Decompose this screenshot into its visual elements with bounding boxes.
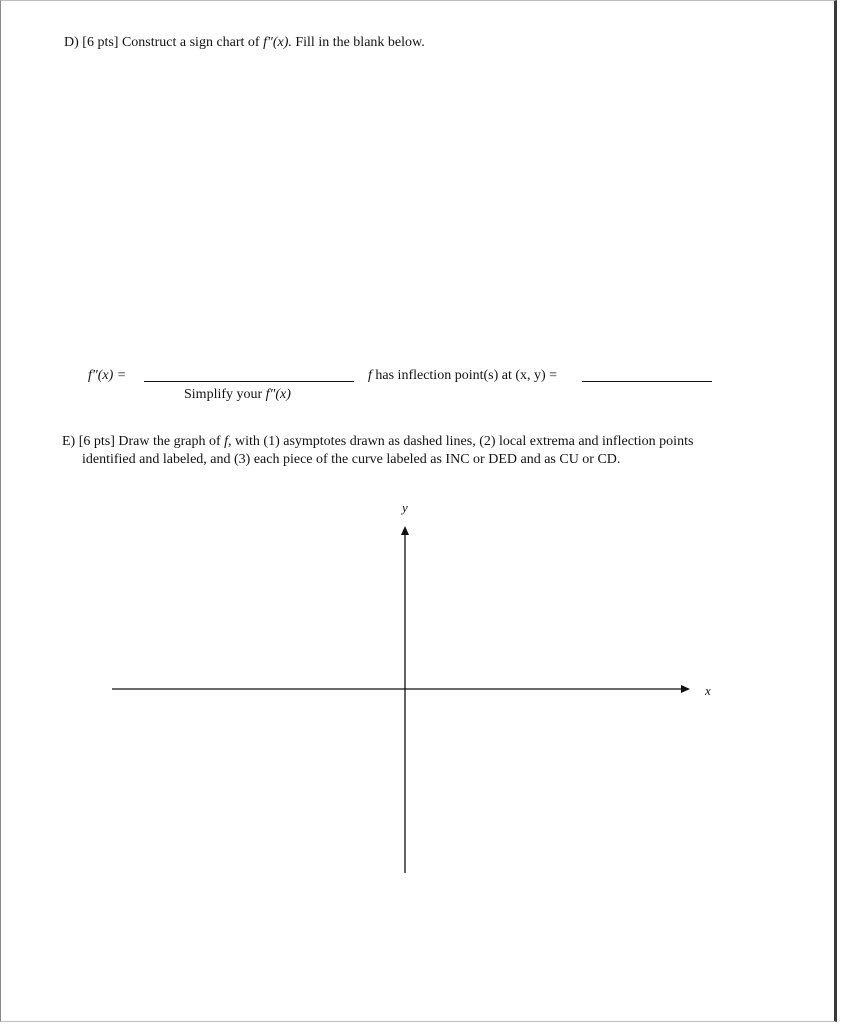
inflection-label-text: has inflection point(s) at (x, y) = <box>375 368 558 383</box>
y-axis-label: y <box>402 500 408 515</box>
x-axis-arrowhead <box>681 685 690 693</box>
question-e-text-end: with (1) asymptotes drawn as dashed lines, (2) local extrema and inflection points <box>235 434 694 449</box>
question-d-function: f″(x). <box>263 35 292 50</box>
question-e-prompt-line2: identified and labeled, and (3) each piece of the curve labeled as INC or DED and as CU or CD. <box>82 452 621 467</box>
question-d-letter: D) <box>64 35 79 50</box>
simplify-hint-text: Simplify your <box>184 387 263 402</box>
question-e-function: f, <box>224 434 232 449</box>
question-d-points: [6 pts] <box>82 35 119 50</box>
question-e-letter: E) <box>62 434 76 449</box>
question-e-text-start: Draw the graph of <box>118 434 221 449</box>
question-d-text-start: Construct a sign chart of <box>121 35 260 50</box>
question-e-points: [6 pts] <box>78 434 115 449</box>
inflection-function-name: f <box>368 368 372 383</box>
question-d-text-end: Fill in the blank below. <box>295 35 425 50</box>
second-derivative-label: f″(x) = <box>88 368 127 383</box>
x-axis-label: x <box>705 683 711 698</box>
simplify-hint-function: f″(x) <box>265 387 291 402</box>
y-axis-arrowhead <box>401 526 409 535</box>
